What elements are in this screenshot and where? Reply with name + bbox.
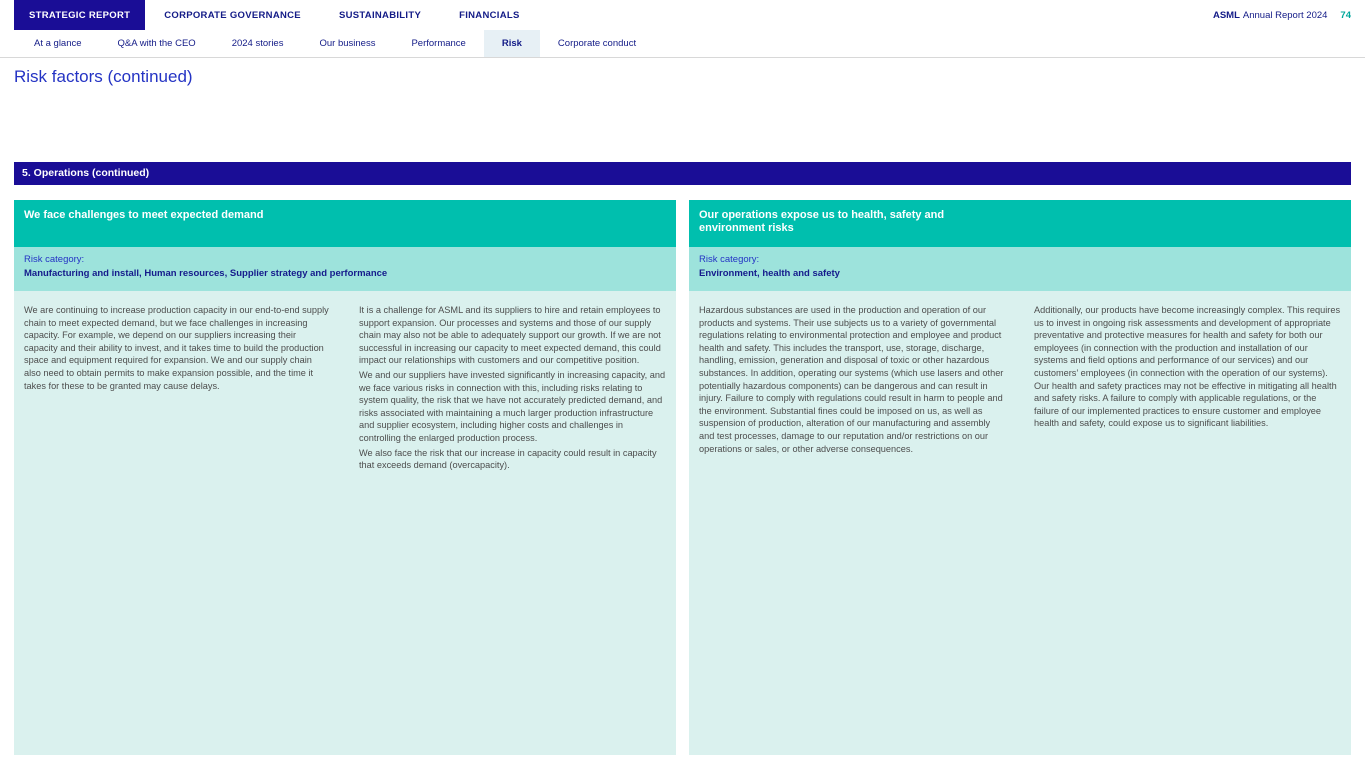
text-column-2 [1034,304,1341,742]
brand-name: ASML [1212,9,1240,21]
paragraph: It is a challenge for ASML and its suppliers to hire and retain employees to support expansion. Our processes and systems and those of our supply chain may also not be able to adequately support our growth. If we are not successful in increasing our capacity to meet expected demand, this could impact our relationships with customers and our competitive position. [359,305,661,366]
risk-card-body [14,291,676,755]
page-title: Risk factors (continued) [14,67,193,86]
report-title: Annual Report 2024 [1242,9,1328,21]
risk-card-title [689,200,1351,247]
sub-nav [0,30,1365,58]
paragraph: We and our suppliers have invested significantly in increasing capacity, and we face various risks in connection with this, including risks relating to system quality, the risk that we have not accurately predicted demand, and risks associated with maintaining a much larger production infrastructure and supplier ecosystem, including higher costs and challenges in controlling the enlarged production process. [359,369,666,443]
section-banner: 5. Operations (continued) [14,162,1351,185]
top-nav-corporate-governance[interactable]: CORPORATE GOVERNANCE [164,9,301,21]
sub-nav-corporate-conduct[interactable]: Corporate conduct [557,38,637,49]
top-nav-financials[interactable]: FINANCIALS [459,9,520,21]
top-nav-bar [0,0,1365,30]
risk-category-band [689,247,1351,291]
risk-card-title [14,200,676,247]
risk-category-band [14,247,676,291]
risk-category-label: Risk category: [24,254,85,265]
page-number: 74 [1340,9,1351,21]
sub-nav-2024-stories[interactable]: 2024 stories [231,38,284,49]
top-nav [14,0,539,30]
risk-card-title-text: We face challenges to meet expected demand [24,209,264,221]
risk-card-title-text: Our operations expose us to health, safety and environment risks [699,209,945,234]
sub-nav-at-a-glance[interactable]: At a glance [34,38,82,49]
sub-nav-our-business[interactable]: Our business [319,38,376,49]
top-nav-sustainability[interactable]: SUSTAINABILITY [338,9,422,21]
top-nav-strategic-report[interactable]: STRATEGIC REPORT [14,0,145,30]
text-column-1 [699,304,1006,742]
paragraph: Hazardous substances are used in the production and operation of our products and systems. Their use subjects us to a variety of governmental regulations relating to environmental protection and employee and product health and safety. This includes the transport, use, storage, discharge, handling, emission, generation and disposal of toxic or other hazardous substances. In addition, operating our systems (which use lasers and other potentially hazardous components) can be dangerous and can result in injury. Failure to comply with regulations could result in harm to people and the environment. Substantial fines could be imposed on us, as well as suspension of production, alteration of our manufacturing and assembly and test processes, damage to our reputation and/or restrictions on our operations or sales, or other adverse consequences. [699,305,1004,454]
paragraph: We are continuing to increase production capacity in our end-to-end supply chain to meet expected demand, but we face challenges in increasing capacity. For example, we depend on our suppliers increasing their capacity and their ability to invest, and it takes time to build the production space and equipment required for expansion. We and our supply chain also need to obtain permits to make expansion possible, and the time it takes for these to be granted may cause delays. [24,305,329,391]
report-reference [1213,0,1351,30]
risk-category-value: Manufacturing and install, Human resources, Supplier strategy and performance [24,268,388,279]
sub-nav-qa-with-the-ceo[interactable]: Q&A with the CEO [117,38,196,49]
text-column-1 [24,304,331,742]
paragraph: We also face the risk that our increase in capacity could result in capacity that exceeds demand (overcapacity). [359,447,657,471]
risk-card-expected-demand [14,200,676,755]
risk-card-body [689,291,1351,755]
sub-nav-performance[interactable]: Performance [411,38,466,49]
page-content [0,67,1365,755]
text-column-2 [359,304,666,742]
paragraph: Additionally, our products have become increasingly complex. This requires us to invest in ongoing risk assessments and development of appropriate preventative and protective measures for health and safety for both our employees (in connection with the production and installation of our systems and field options and performance of our services) and our customers’ employees (in connection with the operation of our systems). Our health and safety practices may not be effective in mitigating all health and safety risks. A failure to comply with applicable regulations, or the failure of our implemented practices to ensure customer and employee health and safety, could expose us to significant liabilities. [1034,305,1341,429]
risk-category-label: Risk category: [699,254,760,265]
risk-card-health-safety-environment [689,200,1351,755]
sub-nav-risk[interactable]: Risk [484,30,540,57]
risk-cards [14,200,1351,755]
risk-category-value: Environment, health and safety [699,268,840,279]
